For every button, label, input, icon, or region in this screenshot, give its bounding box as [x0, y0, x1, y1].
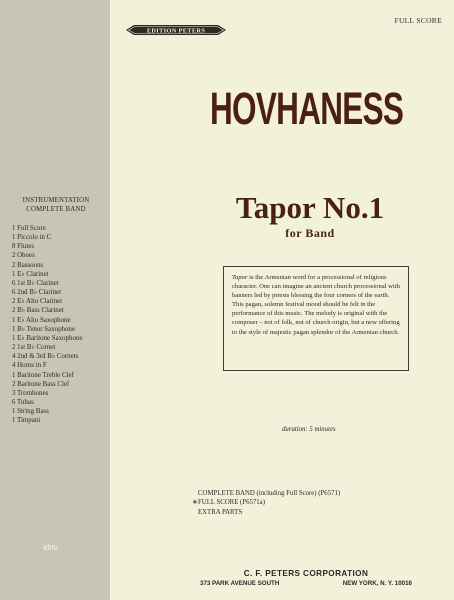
description-body: is the Armenian word for a processional of religious character. One can imagine an ancient church processional with banners led by priests blessing the four corners of the earth. This pagan, solemn festival mood should be felt in the performance of this music. The melody is original with the composer – not of folk, not of church origin, but a new offering to the style of majestic pagan splendor of the Armenian church. [232, 274, 400, 336]
editions-list [192, 489, 341, 517]
watermark: idnv [43, 543, 58, 552]
instrument-item: 4 Horns in F [12, 362, 47, 370]
instrument-item: 1 Full Score [12, 225, 46, 232]
description-term: Tapor [232, 274, 248, 281]
description-box [223, 266, 409, 371]
instrumentation-list [12, 224, 108, 425]
instrument-item: 1 Timpani [12, 417, 41, 425]
edition-item [198, 489, 340, 498]
address-city: NEW YORK, N. Y. 10016 [342, 580, 412, 587]
instrument-item: 1 String Bass [12, 408, 49, 416]
instrument-item: 2 1st B♭ Cornet [12, 344, 56, 352]
edition-item [198, 508, 340, 517]
instrumentation-heading-line2: COMPLETE BAND [26, 206, 86, 213]
edition-marker: ∗ [192, 499, 198, 507]
address-street: 373 PARK AVENUE SOUTH [200, 580, 280, 587]
instrument-item: 1 Piccolo in C [12, 234, 52, 242]
publisher-name: C. F. PETERS CORPORATION [243, 569, 369, 578]
instrument-item: 2 Baritone Bass Clef [12, 380, 70, 388]
instrumentation-heading-line1: INSTRUMENTATION [22, 197, 90, 204]
instrument-item: 1 E♭ Baritone Saxophone [12, 334, 83, 342]
instrument-item: 2 Bassoons [12, 261, 44, 269]
instrument-item: 2 B♭ Bass Clarinet [12, 307, 64, 315]
instrument-item: 6 1st B♭ Clarinet [12, 279, 59, 287]
full-score-label: FULL SCORE [394, 16, 442, 25]
composer-name: HOVHANESS [210, 83, 404, 134]
instrument-item: 3 Trombones [12, 389, 49, 397]
instrumentation-heading [8, 196, 104, 214]
instrument-item: 6 2nd B♭ Clarinet [12, 289, 61, 297]
description-text [232, 273, 400, 337]
instrument-item: 1 E♭ Clarinet [12, 270, 49, 278]
instrument-item: 2 Oboes [12, 252, 35, 260]
logo-text: EDITION PETERS [146, 27, 206, 35]
work-title: Tapor No.1 [235, 190, 385, 225]
edition-text: FULL SCORE (P6571a) [198, 499, 265, 507]
instrument-item: 6 Tubas [12, 398, 34, 406]
instrument-item: 2 E♭ Alto Clarinet [12, 298, 63, 306]
instrument-item: 8 Flutes [12, 243, 35, 251]
instrument-item: 4 2nd & 3rd B♭ Cornets [12, 353, 79, 361]
work-subtitle: for Band [285, 226, 335, 240]
duration: duration: 5 minutes [282, 426, 336, 433]
instrumentation-panel [0, 0, 110, 600]
edition-peters-logo [124, 19, 228, 41]
edition-item [192, 498, 340, 507]
instrument-item: 1 E♭ Alto Saxophone [12, 316, 71, 324]
instrument-item: 1 Baritone Treble Clef [12, 371, 74, 379]
edition-text: COMPLETE BAND (including Full Score) (P6571) [198, 490, 341, 497]
instrument-item: 1 B♭ Tenor Saxophone [12, 325, 75, 333]
edition-text: EXTRA PARTS [198, 508, 243, 516]
